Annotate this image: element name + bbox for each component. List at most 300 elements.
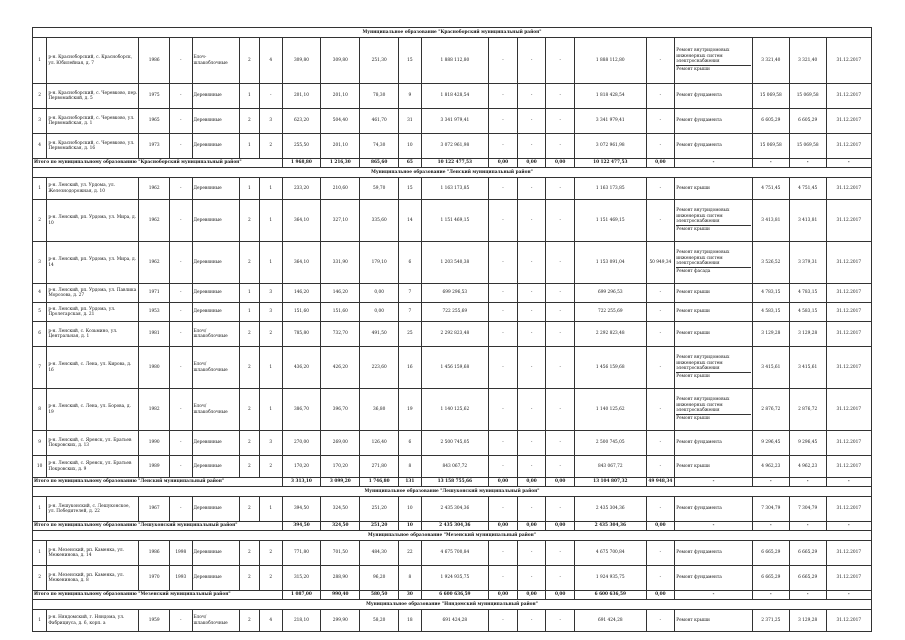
fund-cost-cell: - — [489, 610, 518, 632]
wall-material-cell: Деревянные — [192, 431, 239, 456]
entrances-cell: 3 — [260, 303, 283, 322]
unit-cost-cell: 6 665,29 — [752, 541, 789, 566]
total-cost-sum: 10 122 477,53 — [421, 159, 489, 168]
other-cost-sum: 0,00 — [646, 522, 675, 531]
work-type: Ремонт крыши — [676, 414, 751, 422]
regional-cost-cell: - — [517, 389, 546, 431]
owners-cost-sum: 10 122 477,53 — [574, 159, 646, 168]
commission-year-cell: - — [170, 497, 193, 522]
total-cost-cell: 1 140 125,62 — [421, 389, 489, 431]
total-area-cell: 146,20 — [282, 284, 321, 303]
regional-cost-cell: - — [517, 178, 546, 200]
completion-date-cell: 31.12.2017 — [826, 109, 871, 134]
commission-year-cell: - — [170, 109, 193, 134]
table-row — [33, 322, 872, 347]
works-cell — [675, 84, 753, 109]
works-cell — [675, 303, 753, 322]
max-unit-cost-cell: 3 415,61 — [789, 347, 826, 389]
max-unit-cost-sum: - — [789, 522, 826, 531]
works-cell — [675, 178, 753, 200]
completion-date-cell: 31.12.2017 — [826, 566, 871, 591]
residents-cell: 15 — [399, 38, 422, 84]
municipal-cost-cell: - — [546, 303, 575, 322]
entrances-cell: 4 — [260, 610, 283, 632]
table-body — [33, 28, 872, 632]
private-area-cell: 223,60 — [360, 347, 399, 389]
floors-cell: 2 — [239, 566, 259, 591]
private-area-cell: 59,70 — [360, 178, 399, 200]
residents-cell: 9 — [399, 84, 422, 109]
owners-cost-cell: 1 163 173,85 — [574, 178, 646, 200]
section-total-row — [33, 522, 872, 531]
work-type: Ремонт фундамента — [676, 506, 722, 512]
row-number: 4 — [33, 284, 47, 303]
wall-material-cell: Деревянные — [192, 134, 239, 159]
residents-cell: 8 — [399, 456, 422, 478]
unit-cost-sum: - — [752, 522, 789, 531]
completion-date-cell: 31.12.2017 — [826, 610, 871, 632]
fund-cost-cell: - — [489, 134, 518, 159]
owners-cost-cell: 4 675 700,84 — [574, 541, 646, 566]
municipal-cost-cell: - — [546, 610, 575, 632]
work-type: Ремонт крыши — [676, 463, 710, 469]
total-label: Итого по муниципальному образованию "Ленский муниципальный район" — [33, 478, 283, 487]
total-cost-cell: 1 456 159,68 — [421, 347, 489, 389]
works-sum: - — [675, 591, 753, 600]
max-unit-cost-cell: 3 129,28 — [789, 610, 826, 632]
owners-cost-cell: 3 072 961,98 — [574, 134, 646, 159]
living-area-cell: 269,00 — [321, 431, 360, 456]
commission-year-cell: - — [170, 178, 193, 200]
private-area-cell: 126,40 — [360, 431, 399, 456]
works-sum: - — [675, 522, 753, 531]
total-label: Итого по муниципальному образованию "Мезенский муниципальный район" — [33, 591, 283, 600]
max-unit-cost-sum: - — [789, 591, 826, 600]
entrances-cell: 4 — [260, 38, 283, 84]
floors-cell: 2 — [239, 610, 259, 632]
address-cell: р-н. Ленский, с. Козьмино, ул. Центральная, д. 1 — [47, 322, 139, 347]
max-unit-cost-cell: 3 129,28 — [789, 322, 826, 347]
municipal-cost-sum: 0,00 — [546, 478, 575, 487]
entrances-cell: 2 — [260, 566, 283, 591]
other-cost-cell: - — [646, 178, 675, 200]
commission-year-cell: - — [170, 242, 193, 284]
max-unit-cost-sum: - — [789, 159, 826, 168]
row-number: 1 — [33, 178, 47, 200]
unit-cost-cell: 3 129,28 — [752, 322, 789, 347]
completion-date-sum: - — [826, 522, 871, 531]
living-area-cell: 201,10 — [321, 84, 360, 109]
build-year-cell: 1981 — [139, 322, 170, 347]
unit-cost-cell: 9 296,45 — [752, 431, 789, 456]
total-area-cell: 771,80 — [282, 541, 321, 566]
unit-cost-cell: 3 526,52 — [752, 242, 789, 284]
floors-cell: 1 — [239, 284, 259, 303]
total-area-sum: 3 313,10 — [282, 478, 321, 487]
completion-date-sum: - — [826, 159, 871, 168]
private-area-cell: 0,00 — [360, 303, 399, 322]
unit-cost-cell: 15 069,58 — [752, 134, 789, 159]
table-row — [33, 134, 872, 159]
living-area-cell: 324,50 — [321, 497, 360, 522]
work-type: Ремонт крыши — [676, 309, 710, 315]
max-unit-cost-cell: 2 876,72 — [789, 389, 826, 431]
build-year-cell: 1973 — [139, 134, 170, 159]
regional-cost-sum: 0,00 — [517, 478, 546, 487]
total-area-sum: 1 087,00 — [282, 591, 321, 600]
address-cell: р-н. Ленский, рп. Урдома, ул. Павлика Морозова, д. 27 — [47, 284, 139, 303]
works-cell — [675, 242, 753, 284]
fund-cost-cell: - — [489, 84, 518, 109]
total-cost-cell: 4 675 700,84 — [421, 541, 489, 566]
wall-material-cell: Блоч/шлакоблочные — [192, 347, 239, 389]
work-type: Ремонт крыши — [676, 617, 710, 623]
wall-material-cell: Блоч/шлакоблочные — [192, 610, 239, 632]
total-area-cell: 170,20 — [282, 456, 321, 478]
work-type: Ремонт фундамента — [676, 93, 722, 99]
residents-sum: 10 — [399, 522, 422, 531]
residents-cell: 6 — [399, 431, 422, 456]
section-title: Муниципальное образование "Няндомский муниципальный район" — [33, 600, 872, 610]
entrances-cell: 3 — [260, 284, 283, 303]
address-cell: р-н. Ленский, с. Яренск, ул. Братьев Покровских, д. 9 — [47, 456, 139, 478]
total-area-cell: 315,20 — [282, 566, 321, 591]
work-type: Ремонт крыши — [676, 331, 710, 337]
regional-cost-cell: - — [517, 242, 546, 284]
build-year-cell: 1986 — [139, 38, 170, 84]
total-area-cell: 364,10 — [282, 200, 321, 242]
entrances-cell: 1 — [260, 497, 283, 522]
row-number: 2 — [33, 84, 47, 109]
residents-cell: 10 — [399, 134, 422, 159]
living-area-sum: 990,40 — [321, 591, 360, 600]
living-area-sum: 3 099,20 — [321, 478, 360, 487]
section-header-row — [33, 531, 872, 541]
commission-year-cell: - — [170, 456, 193, 478]
living-area-cell: 309,80 — [321, 38, 360, 84]
total-area-cell: 233,20 — [282, 178, 321, 200]
owners-cost-cell: 699 296,53 — [574, 284, 646, 303]
municipal-cost-cell: - — [546, 38, 575, 84]
work-type: Ремонт фундамента — [676, 440, 722, 446]
floors-cell: 1 — [239, 134, 259, 159]
work-type: Ремонт фундамента — [676, 550, 722, 556]
other-cost-cell: - — [646, 303, 675, 322]
residents-cell: 10 — [399, 497, 422, 522]
fund-cost-cell: - — [489, 200, 518, 242]
wall-material-cell: Блоч/шлакоблочные — [192, 322, 239, 347]
residents-sum: 65 — [399, 159, 422, 168]
total-area-cell: 436,20 — [282, 347, 321, 389]
table-row — [33, 456, 872, 478]
residents-sum: 131 — [399, 478, 422, 487]
max-unit-cost-cell: 6 665,29 — [789, 566, 826, 591]
row-number: 7 — [33, 347, 47, 389]
section-title: Муниципальное образование "Красноборский муниципальный район" — [33, 28, 872, 38]
works-cell — [675, 497, 753, 522]
municipal-cost-cell: - — [546, 347, 575, 389]
max-unit-cost-cell: 15 069,58 — [789, 134, 826, 159]
other-cost-cell: - — [646, 322, 675, 347]
regional-cost-cell: - — [517, 84, 546, 109]
private-area-cell: 0,00 — [360, 284, 399, 303]
owners-cost-cell: 691 424,28 — [574, 610, 646, 632]
fund-cost-cell: - — [489, 303, 518, 322]
table-row — [33, 389, 872, 431]
total-area-sum: 1 968,80 — [282, 159, 321, 168]
completion-date-cell: 31.12.2017 — [826, 178, 871, 200]
unit-cost-cell: 3 413,81 — [752, 200, 789, 242]
commission-year-cell: - — [170, 284, 193, 303]
living-area-cell: 732,70 — [321, 322, 360, 347]
total-area-cell: 364,10 — [282, 242, 321, 284]
address-cell: р-н. Мезенский, рп. Каменка, ул. Меженинова, д. 8 — [47, 566, 139, 591]
completion-date-cell: 31.12.2017 — [826, 134, 871, 159]
floors-cell: 2 — [239, 389, 259, 431]
row-number: 10 — [33, 456, 47, 478]
entrances-cell: 3 — [260, 431, 283, 456]
build-year-cell: 1989 — [139, 456, 170, 478]
completion-date-cell: 31.12.2017 — [826, 347, 871, 389]
unit-cost-sum: - — [752, 591, 789, 600]
unit-cost-cell: 6 605,29 — [752, 109, 789, 134]
completion-date-sum: - — [826, 591, 871, 600]
work-type: Ремонт внутридомовых инженерных систем электроснабжения — [676, 250, 730, 266]
total-area-cell: 785,80 — [282, 322, 321, 347]
other-cost-sum: 49 948,34 — [646, 478, 675, 487]
regional-cost-cell: - — [517, 610, 546, 632]
total-area-cell: 309,80 — [282, 38, 321, 84]
entrances-cell: 1 — [260, 389, 283, 431]
floors-cell: 2 — [239, 109, 259, 134]
municipal-cost-cell: - — [546, 497, 575, 522]
other-cost-cell: - — [646, 109, 675, 134]
completion-date-cell: 31.12.2017 — [826, 84, 871, 109]
residents-cell: 19 — [399, 389, 422, 431]
residents-cell: 7 — [399, 284, 422, 303]
table-row — [33, 541, 872, 566]
works-cell — [675, 389, 753, 431]
row-number: 2 — [33, 566, 47, 591]
max-unit-cost-cell: 7 304,79 — [789, 497, 826, 522]
owners-cost-cell: 2 500 745,05 — [574, 431, 646, 456]
completion-date-cell: 31.12.2017 — [826, 200, 871, 242]
wall-material-cell: Деревянные — [192, 84, 239, 109]
wall-material-cell: Деревянные — [192, 456, 239, 478]
municipal-cost-cell: - — [546, 566, 575, 591]
total-label: Итого по муниципальному образованию "Лешуконский муниципальный район" — [33, 522, 283, 531]
build-year-cell: 1967 — [139, 497, 170, 522]
works-cell — [675, 200, 753, 242]
work-type: Ремонт фундамента — [676, 575, 722, 581]
max-unit-cost-cell: 9 296,45 — [789, 431, 826, 456]
work-type: Ремонт внутридомовых инженерных систем электроснабжения — [676, 397, 730, 413]
entrances-cell: 2 — [260, 541, 283, 566]
row-number: 9 — [33, 431, 47, 456]
works-cell — [675, 284, 753, 303]
completion-date-cell: 31.12.2017 — [826, 38, 871, 84]
row-number: 1 — [33, 541, 47, 566]
max-unit-cost-cell: 3 379,31 — [789, 242, 826, 284]
address-cell: р-н. Лешуконский, с. Лешуконское, ул. Победителей, д. 22 — [47, 497, 139, 522]
private-area-cell: 251,20 — [360, 497, 399, 522]
living-area-cell: 504,40 — [321, 109, 360, 134]
commission-year-cell: - — [170, 431, 193, 456]
other-cost-sum: 0,00 — [646, 591, 675, 600]
private-area-cell: 74,30 — [360, 134, 399, 159]
fund-cost-cell: - — [489, 284, 518, 303]
fund-cost-cell: - — [489, 497, 518, 522]
private-area-cell: 179,10 — [360, 242, 399, 284]
wall-material-cell: Деревянные — [192, 200, 239, 242]
wall-material-cell: Деревянные — [192, 541, 239, 566]
residents-cell: 15 — [399, 178, 422, 200]
commission-year-cell: 1993 — [170, 566, 193, 591]
works-cell — [675, 134, 753, 159]
address-cell: р-н. Красноборский, с. Черевково, ул. Первомайская, д. 16 — [47, 134, 139, 159]
wall-material-cell: Деревянные — [192, 566, 239, 591]
regional-cost-cell: - — [517, 38, 546, 84]
build-year-cell: 1962 — [139, 242, 170, 284]
living-area-cell: 327,10 — [321, 200, 360, 242]
residents-cell: 6 — [399, 242, 422, 284]
total-cost-cell: 1 888 112,80 — [421, 38, 489, 84]
address-cell: р-н. Ленский, рп. Урдома, ул. Пролетарская, д. 21 — [47, 303, 139, 322]
work-type: Ремонт внутридомовых инженерных систем электроснабжения — [676, 355, 730, 371]
municipal-cost-cell: - — [546, 431, 575, 456]
works-sum: - — [675, 159, 753, 168]
table-row — [33, 242, 872, 284]
commission-year-cell: - — [170, 134, 193, 159]
owners-cost-cell: 1 888 112,80 — [574, 38, 646, 84]
regional-cost-cell: - — [517, 456, 546, 478]
works-cell — [675, 109, 753, 134]
other-cost-cell: - — [646, 134, 675, 159]
floors-cell: 2 — [239, 497, 259, 522]
owners-cost-cell: 1 151 469,15 — [574, 200, 646, 242]
municipal-cost-cell: - — [546, 178, 575, 200]
total-area-sum: 394,50 — [282, 522, 321, 531]
unit-cost-cell: 3 321,40 — [752, 38, 789, 84]
max-unit-cost-cell: 3 321,40 — [789, 38, 826, 84]
work-type: Ремонт крыши — [676, 290, 710, 296]
living-area-sum: 324,50 — [321, 522, 360, 531]
works-cell — [675, 610, 753, 632]
wall-material-cell: Деревянные — [192, 242, 239, 284]
total-cost-cell: 1 151 469,15 — [421, 200, 489, 242]
commission-year-cell: - — [170, 303, 193, 322]
address-cell: р-н. Красноборский, с. Красноборск, ул. Юбилейная, д. 7 — [47, 38, 139, 84]
completion-date-cell: 31.12.2017 — [826, 497, 871, 522]
municipal-cost-cell: - — [546, 456, 575, 478]
total-cost-cell: 722 255,69 — [421, 303, 489, 322]
owners-cost-cell: 2 435 304,36 — [574, 497, 646, 522]
unit-cost-cell: 4 962,23 — [752, 456, 789, 478]
work-type: Ремонт внутридомовых инженерных систем электроснабжения — [676, 208, 730, 224]
row-number: 1 — [33, 610, 47, 632]
works-cell — [675, 456, 753, 478]
other-cost-cell: - — [646, 497, 675, 522]
entrances-cell: 3 — [260, 109, 283, 134]
owners-cost-cell: 722 255,69 — [574, 303, 646, 322]
fund-cost-cell: - — [489, 109, 518, 134]
repair-program-table — [32, 27, 872, 632]
entrances-cell: 1 — [260, 242, 283, 284]
total-area-cell: 255,50 — [282, 134, 321, 159]
build-year-cell: 1986 — [139, 541, 170, 566]
living-area-sum: 1 216,30 — [321, 159, 360, 168]
regional-cost-sum: 0,00 — [517, 159, 546, 168]
residents-cell: 7 — [399, 303, 422, 322]
work-type: Ремонт фундамента — [676, 118, 722, 124]
completion-date-cell: 31.12.2017 — [826, 284, 871, 303]
other-cost-cell: - — [646, 566, 675, 591]
other-cost-cell: - — [646, 431, 675, 456]
private-area-cell: 251,30 — [360, 38, 399, 84]
total-area-cell: 201,10 — [282, 84, 321, 109]
address-cell: р-н. Няндомский, г. Няндома, ул. Фабрициуса, д. 6, корп. а — [47, 610, 139, 632]
municipal-cost-cell: - — [546, 389, 575, 431]
completion-date-cell: 31.12.2017 — [826, 456, 871, 478]
address-cell: р-н. Ленский, рп. Урдома, ул. Мира, д. 10 — [47, 200, 139, 242]
unit-cost-cell: 7 304,79 — [752, 497, 789, 522]
regional-cost-cell: - — [517, 497, 546, 522]
document-sheet — [32, 27, 872, 632]
completion-date-sum: - — [826, 478, 871, 487]
unit-cost-cell: 6 665,29 — [752, 566, 789, 591]
floors-cell: 2 — [239, 242, 259, 284]
living-area-cell: 299,90 — [321, 610, 360, 632]
floors-cell: 2 — [239, 456, 259, 478]
living-area-cell: 701,50 — [321, 541, 360, 566]
owners-cost-cell: 2 292 823,48 — [574, 322, 646, 347]
table-row — [33, 284, 872, 303]
wall-material-cell: Деревянные — [192, 109, 239, 134]
total-cost-cell: 3 072 961,98 — [421, 134, 489, 159]
row-number: 4 — [33, 134, 47, 159]
other-cost-cell: - — [646, 389, 675, 431]
entrances-cell: 1 — [260, 178, 283, 200]
entrances-cell: 2 — [260, 134, 283, 159]
section-title: Муниципальное образование "Ленский муниципальный район" — [33, 168, 872, 178]
table-row — [33, 566, 872, 591]
fund-cost-sum: 0,00 — [489, 159, 518, 168]
commission-year-cell: - — [170, 610, 193, 632]
completion-date-cell: 31.12.2017 — [826, 303, 871, 322]
residents-cell: 31 — [399, 109, 422, 134]
max-unit-cost-sum: - — [789, 478, 826, 487]
private-area-cell: 461,70 — [360, 109, 399, 134]
total-cost-cell: 1 924 935,75 — [421, 566, 489, 591]
work-type: Ремонт крыши — [676, 65, 751, 73]
work-type: Ремонт фасада — [676, 267, 751, 275]
total-cost-cell: 1 818 428,54 — [421, 84, 489, 109]
municipal-cost-sum: 0,00 — [546, 591, 575, 600]
owners-cost-cell: 843 067,72 — [574, 456, 646, 478]
total-cost-cell: 1 163 173,85 — [421, 178, 489, 200]
fund-cost-sum: 0,00 — [489, 478, 518, 487]
wall-material-cell: Блоч-шлакоблочные — [192, 38, 239, 84]
residents-cell: 16 — [399, 347, 422, 389]
row-number: 5 — [33, 303, 47, 322]
address-cell: р-н. Ленский, с. Лена, ул. Борова, д. 19 — [47, 389, 139, 431]
build-year-cell: 1982 — [139, 389, 170, 431]
residents-cell: 14 — [399, 200, 422, 242]
entrances-cell: 2 — [260, 456, 283, 478]
other-cost-cell: - — [646, 200, 675, 242]
table-row — [33, 497, 872, 522]
private-area-sum: 251,20 — [360, 522, 399, 531]
